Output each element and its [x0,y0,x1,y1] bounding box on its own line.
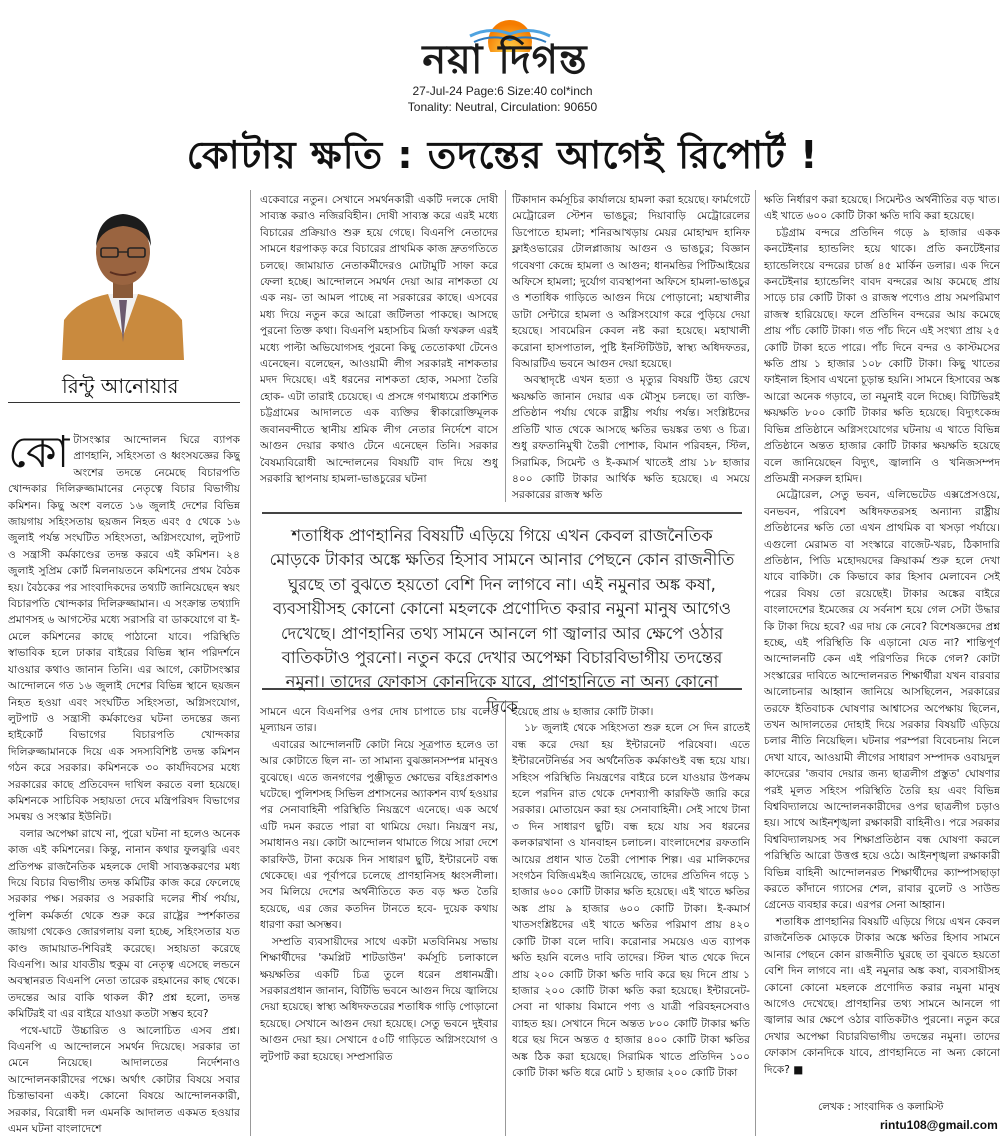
author-photo [58,196,188,360]
writer-designation: লেখক : সাংবাদিক ও কলামিস্ট [818,1101,944,1113]
paragraph: চট্টগ্রাম বন্দরে প্রতিদিন গড়ে ৯ হাজার একক কনটেইনার হ্যান্ডলিং হয়ে থাকে। প্রতি কনটেইনার হ্যান্ডেলিংয়ে বন্দরের চার্জ ৪৫ মার্কিন ডলার। এক দিনে কনটেইনার হ্যান্ডেলিং বাবদ বন্দরের আয় কমেছে প্রায় সাড়ে চার কোটি টাকা ও রাজস্ব পণ্যেও প্রায় সমপরিমাণ রাজস্ব হারিয়েছে। ফলে প্রতিদিন বন্দরের আয় কমেছে প্রায় পাঁচ কোটি টাকা। গত পাঁচ দিনে এই সংখ্যা প্রায় ২৫ কোটি টাকা হতে পারে। পাঁচ দিনে বন্দর ও কাস্টমসের ক্ষতি প্রায় ১ হাজার ১০৮ কোটি টাকা। কিছু খাতের ফাইনাল হিসাব এখনো চূড়ান্ত হয়নি। সামনে হিসাবের অঙ্ক আরো অনেক গড়াবে, তা নমুনাই বলে দিচ্ছে। বিটিভিরই ক্ষয়ক্ষতি ৮০০ কোটি টাকার ক্ষতি হয়েছে। বিদ্যুৎকেন্দ্র বিভিন্ন প্রতিষ্ঠানে অগ্নিসংযোগের ঘটনায় এ খাতে বিভিন্ন প্রতিষ্ঠানে অন্তত হাজার কোটি টাকার ক্ষয়ক্ষতি হয়েছে বলে জানিয়েছেন বিদ্যুৎ, জ্বালানি ও খনিজসম্পদ প্রতিমন্ত্রী নসরুল হামিদ। [764,226,1000,485]
paragraph: মেট্রোরেল, সেতু ভবন, এলিভেটেড এক্সপ্রেসওয়ে, বনভবন, পরিবেশ অধিদফতরসহ অন্যান্য রাষ্ট্রীয় প্রতিষ্ঠানের ক্ষতি তো এখন প্রাথমিক বা খসড়া পর্যায়ে। এগুলো মেরামত বা সংস্কারে বাজেট-খরচ, ঠিকাদারি প্রতিষ্ঠান, পিডি মহোদয়দের ক্রিয়াকর্ম শুরু হলে দেখা যাবে বাকিটা। কে কিভাবে কার হিসাব মেলাবেন সেই পরের বিষয় তো রয়েছেই। টাকার অঙ্কের বাইরে বাংলাদেশের ইমেজের যে সর্বনাশ হয়ে গেল সেটা উদ্ধার কি টাকা দিয়ে হবে? এর দায় কে নেবে? বিশেষজ্ঞদের প্রশ্ন হচ্ছে, এই পরিস্থিতি কি এড়ানো যেত না? শান্তিপূর্ণ আন্দোলনটি কেন এই পরিণতির দিকে গেল? কোটা সংস্কারের দাবিতে আন্দোলনরত শিক্ষার্থীরা যখন বারবার আলোচনার আহ্বান জানিয়ে আসছিলেন, সরকারের তরফে ইতিবাচক ঘোষণার আশ্বাসের অপেক্ষায় ছিলেন, তখন আদালতের দোহাই দিয়ে সরকার বিষয়টি এড়িয়ে চলার নীতি নিয়েছিল। ঘটনার পরম্পরা বিবেচনায় নিলে দেখা যাবে, আওয়ামী লীগের সাধারণ সম্পাদক ওবায়দুল কাদেরের 'জবাব দেয়ার জন্য ছাত্রলীগ প্রস্তুত' ঘোষণার পরই মূলত সহিংস পরিস্থিতি তৈরি হয় এবং বিভিন্ন বিশ্ববিদ্যালয়ে আন্দোলনকারীদের ওপর ছাত্রলীগ চড়াও হয়। সাথে আইনশৃঙ্খলা রক্ষাকারী বাহিনীও। পরে সরকার বিশ্ববিদ্যালয়সহ সব শিক্ষাপ্রতিষ্ঠান বন্ধ ঘোষণা করলে পরিস্থিতি আরো উত্তপ্ত হয়ে ওঠে। আইনশৃঙ্খলা রক্ষাকারী বিভিন্ন বাহিনী আন্দোলনরত শিক্ষার্থীদের ক্যাম্পাসছাড়া করতে কাঁদানে গ্যাসের শেল, রাবার বুলেট ও সাউন্ড গ্রেনেড ব্যবহার করে। এরপর সেনা আহ্বান। [764,489,1000,912]
clip-meta-line1: 27-Jul-24 Page:6 Size:40 col*inch [412,84,593,98]
author-name: রিন্টু আনোয়ার [62,374,179,398]
author-portrait-icon [58,196,188,360]
lead-paragraph [8,432,240,826]
clip-meta-line2: Tonality: Neutral, Circulation: 90650 [407,100,598,114]
article-headline: কোটায় ক্ষতি : তদন্তের আগেই রিপোর্ট ! [186,133,819,177]
column-divider [505,190,506,502]
column-1 [8,432,240,1138]
paragraph: ১৮ জুলাই থেকে সহিংসতা শুরু হলে সে দিন রাতেই বন্ধ করে দেয়া হয় ইন্টারনেট পরিষেবা। এতে ইন্টারনেটনির্ভর সব অর্থনৈতিক কর্মকাণ্ডই বন্ধ হয়ে যায়। সহিংস পরিস্থিতি নিয়ন্ত্রণের বাইরে চলে যাওয়ার উপক্রম হলে পরদিন রাত থেকে দেশব্যাপী কারফিউ জারি করে সরকার। মোতায়েন করা হয় সেনাবাহিনী। সেই সাথে টানা ৩ দিন সাধারণ ছুটি। বন্ধ হয়ে যায় সব ধরনের কলকারখানা ও যানবাহন চলাচল। বাংলাদেশের রফতানি আয়ের প্রধান খাত তৈরী পোশাক শিল্প। এর মালিকদের সংগঠন বিজিএমইএ জানিয়েছে, তাদের প্রতিদিন গড়ে ১ হাজার ৬০০ কোটি টাকার ক্ষতি হয়েছে। এই খাতে ক্ষতির অঙ্ক প্রায় ৯ হাজার ৬০০ কোটি টাকা। ই-কমার্স খাতসংশ্লিষ্টদের এই খাতে ক্ষতির পরিমাণ প্রায় ৪২০ কোটি টাকা বলে দাবি। করোনার সময়েও এত ব্যাপক ক্ষতি হয়নি বলেও দাবি তাদের। স্টিল খাত থেকে দিনে প্রায় ২০০ কোটি টাকা ক্ষতি দাবি করে ছয় দিনে প্রায় ১ হাজার ২০০ কোটি টাকা ক্ষতি করা হয়েছে। ইন্টারনেট-সেবা না থাকায় বিমানে পণ্য ও যাত্রী পরিবহনসেবাও ব্যাহত হয়। সেখানে দিনে অন্তত ৮০০ কোটি টাকার ক্ষতি ধরে ছয় দিনে অন্তত ৫ হাজার ৪০০ কোটি টাকা ক্ষতির অঙ্ক ঠিক করা হয়েছে। সিরামিক খাতে প্রতিদিন ১০০ কোটি টাকা ক্ষতি ধরে মোট ১ হাজার ২০০ কোটি টাকা [512,722,750,1079]
column-2-top [260,192,498,504]
column-4 [764,192,1000,1094]
column-divider [755,190,756,1136]
column-3-bottom [512,704,750,1138]
masthead-title: নয়া দিগন্ত [422,37,588,83]
column-3-top [512,192,750,504]
drop-cap: কো [8,432,70,478]
paragraph: হয়েছে প্রায় ৬ হাজার কোটি টাকা। [512,706,654,718]
lead-text: টাসংস্কার আন্দোলন ঘিরে ব্যাপক প্রাণহানি, সহিংসতা ও ধ্বংসযজ্ঞের কিছু অংশের তদন্তে নেমেছে বিচারপতি খোন্দকার দিলিরুজ্জামানের নেতৃত্বে বিচার বিভাগীয় কমিশন। কিছু অংশ বলতে ১৬ জুলাই দেশের বিভিন্ন জায়গায় সহিংসতায় ছয়জন নিহত এবং ৫ থেকে ১৬ জুলাই পর্যন্ত সংঘটিত সহিংসতা, অগ্নিসংযোগ, লুটপাট ও সন্ত্রাসী কর্মকাণ্ডের তদন্ত করবে এই কমিশন। ২৪ জুলাই সুপ্রিম কোর্ট মিলনায়তনে কমিশনের প্রথম বৈঠক হয়। বৈঠকের পর সাংবাদিকদের তথ্যটি জানিয়েছেন স্বয়ং বিচারপতি খোন্দকার দিলিরুজ্জামান। এ সংক্রান্ত তথ্যাদি প্রমাণসহ ৬ আগস্টের মধ্যে সরাসরি বা ডাকযোগে বা ই-মেলে কমিশনের কাছে পাঠানো যাবে। পরিস্থিতি স্বাভাবিক হলে ঢাকার বাইরের বিভিন্ন স্থান পরিদর্শনে যাওয়ার কথাও জানান তিনি। এর আগে, কোটাসংস্কার আন্দোলনে গত ১৬ জুলাই দেশের বিভিন্ন স্থানে ছয়জন নিহত হওয়া এবং সংঘটিত সহিংসতা, অগ্নিসংযোগ, লুটপাট ও সন্ত্রাসী কর্মকাণ্ডের ঘটনা তদন্তের জন্য হাইকোর্ট বিভাগের বিচারপতি খোন্দকার দিলিরুজ্জামানকে দিয়ে এক সদস্যবিশিষ্ট তদন্ত কমিশন গঠন করে সরকার। কমিশনকে ৩০ কার্যদিবসের মধ্যে সরকারের কাছে প্রতিবেদন দাখিল করতে বলা হয়েছে। কমিশনকে সাচিবিক সহায়তা দেবে মন্ত্রিপরিষদ বিভাগের সমন্বয় ও সংস্কার ইউনিট। [8,434,240,824]
paragraph: সম্প্রতি ব্যবসায়ীদের সাথে একটা মতবিনিময় সভায় শিক্ষার্থীদের 'কমপ্লিট শাটডাউন' কর্মসূচি চলাকালে ক্ষয়ক্ষতির একটি চিত্র তুলে ধরেন প্রধানমন্ত্রী। সরকারপ্রধান জানান, বিটিভি ভবনে আগুন দিয়ে জ্বালিয়ে দেয়া হয়েছে। স্বাস্থ্য অধিদফতরের শতাধিক গাড়ি পোড়ানো হয়েছে। সেখানে আগুন দেয়া হয়েছে। সেতু ভবনে দুইবার আগুন দেয়া হয়। সেখানে ৫০টি গাড়িতে অগ্নিসংযোগ ও লুটপাট করা হয়েছে। সম্প্রসারিত [260,935,498,1063]
column-divider [250,190,251,1136]
paragraph: পথে-ঘাটে উচ্চারিত ও আলোচিত এসব প্রশ্ন। বিএনপি এ আন্দোলনে সমর্থন দিয়েছে। সরকার তা মেনে নিয়েছে। আদালতের নির্দেশনাও আন্দোলনকারীদের পক্ষে। অর্থাৎ কোটার বিষয়ে সবার চিন্তাভাবনা একই। কোনো বিষয়ে আন্দোলনকারী, সরকার, বিরোধী দল এমনকি আদালত একমত হওয়ার এমন ঘটনা বাংলাদেশে [8,1024,240,1136]
paragraph: অবস্থাদৃষ্টে এখন হত্যা ও মৃত্যুর বিষয়টি উহ্য রেখে ক্ষয়ক্ষতি জানান দেয়ার এক মৌসুম চলছে। তা ব্যক্তি-প্রতিষ্ঠান পর্যায় থেকে রাষ্ট্রীয় পর্যায় পর্যন্ত। সংশ্লিষ্টদের প্রতিটি খাত থেকে আসছে ক্ষতির ভয়ঙ্কর তথ্য ও চিত্র। শুধু রফতানিমুখী তৈরী পোশাক, বিমান পরিবহন, স্টিল, সিরামিক, সিমেন্ট ও ই-কমার্স খাতেই প্রায় ১৮ হাজার ৪০০ কোটি টাকার আর্থিক ক্ষতি হয়েছে। এ সময়ে সরকারের রাজস্ব ক্ষতি [512,374,750,502]
paragraph: সামনে এনে বিএনপির ওপর দোষ চাপাতে চায় বলেও মূল্যায়ন তার। [260,706,498,735]
pull-quote: শতাধিক প্রাণহানির বিষয়টি এড়িয়ে গিয়ে এখন কেবল রাজনৈতিক মোড়কে টাকার অঙ্কে ক্ষতির হিসাব সামনে আনার পেছনে কোন রাজনীতি ঘুরছে তা বুঝতে হয়তো বেশি দিন লাগবে না। এই নমুনার অঙ্ক কষা, ব্যবসায়ীসহ কোনো কোনো মহলকে প্রণোদিত করার নমুনা মানুষ আগেও দেখেছে। প্রাণহানির তথ্য সামনে আনলে গা জ্বালার আর ক্ষেপে ওঠার বাতিকটাও পুরনো। নতুন করে দেখার অপেক্ষা বিচারবিভাগীয় তদন্তের নমুনা। তাদের ফোকাস কোনদিকে যাবে, প্রাণহানিতে না অন্য কোনো দিকে [262,512,742,690]
column-2-bottom [260,704,498,1138]
paragraph: টিকাদান কর্মসূচির কার্যালয়ে হামলা করা হয়েছে। ফার্মগেটে মেট্রোরেল স্টেশন ভাঙচুর; দিয়াবাড়ি মেট্রোরেলের ডিপোতে হামলা; শনিরআখড়ায় মেয়র মোহাম্মদ হানিফ ফ্লাইওভারের টোলপ্লাজায় আগুন ও ভাঙচুর; বিজ্ঞান গবেষণা কেন্দ্রে হামলা ও আগুন; ধানমন্ডির পিটিআইয়ের অফিসে হামলা; দুর্যোগ ব্যবস্থাপনা অফিসে হামলা-ভাঙচুর ও শতাধিক গাড়িতে আগুন দিয়ে পোড়ানো; মহাখালীর ডাটা সেন্টারে হামলা ও অগ্নিসংযোগ করে পুড়িয়ে দেয়া হয়েছে। সাবমেরিন কেবল নষ্ট করা হয়েছে। মহাখালী করোনা হাসপাতাল, পুষ্টি ইনস্টিটিউট, স্বাস্থ্য অধিদফতর, বিআরটিএ ভবনে আগুন দেয়া হয়েছে। [512,194,750,371]
paragraph: শতাধিক প্রাণহানির বিষয়টি এড়িয়ে গিয়ে এখন কেবল রাজনৈতিক মোড়কে টাকার অঙ্কে ক্ষতির হিসাব সামনে আনার পেছনে কোন রাজনীতি ঘুরছে তা বুঝতে হয়তো বেশি দিন লাগবে না। এই নমুনার অঙ্ক কষা, ব্যবসায়ীসহ কোনো কোনো মহলকে প্রণোদিত করার নমুনা মানুষ আগেও দেখেছে। প্রাণহানির তথ্য সামনে আনলে গা জ্বালার আর ক্ষেপে ওঠার বাতিকটাও পুরনো। নতুন করে দেখার অপেক্ষা বিচারবিভাগীয় তদন্তের নমুনা। তাদের ফোকাস কোনদিকে যাবে, প্রাণহানিতে না অন্য কোনো দিকে? ■ [764,915,1000,1076]
author-divider [8,402,240,403]
paragraph: একেবারে নতুন। সেখানে সমর্থনকারী একটি দলকে দোষী সাব্যস্ত করাও নজিরবিহীন। দোষী সাব্যস্ত করে এরই মধ্যে বিচারের প্রক্রিয়াও শুরু হয়ে গেছে। বিএনপি নেতাদের সামনে ধরপাকড় করে বিচারের প্রাথমিক কাজ দ্রুতগতিতে চলছে। জামায়াত নেতাকর্মীদেরও মোটামুটি সাফা করে ফেলা হচ্ছে। আন্দোলনে সমর্থন দেয়া আর নাশকতা যে এক নয়- তা আমল পাচ্ছে না সরকারের কাছে। এসবের মধ্য দিয়ে নতুন করে আরো জটিলতা পাকছে। আসছে পুরনো তিক্ত কথা। বিএনপি মহাসচিব মির্জা ফখরুল এরই মধ্যে পাল্টা অভিযোগসহ পুরনো কিছু তেতোকথা টেনেও এনেছেন। বলেছেন, আওয়ামী লীগ সরকারই নাশকতার মদদ দিয়েছে। এই ধরনের নাশকতা হোক, সমস্যা তৈরি হোক- এটা তারাই চেয়েছে। এ প্রসঙ্গে গণমাধ্যমে প্রকাশিত চট্টগ্রামের আদালতে এক ব্যক্তির স্বীকারোক্তিমূলক জবানবন্দীতে স্থানীয় শ্রমিক লীগ নেতার নির্দেশে বাসে আগুন দেয়ার কথাও টেনে এনেছেন তিনি। সরকার বৈষম্যবিরোধী আন্দোলনের বিষয়টি বাদ দিয়ে শুধু সরকারি স্থাপনায় হামলা-ভাঙচুরের ঘটনা [260,194,498,485]
paragraph: ক্ষতি নির্ধারণ করা হয়েছে। সিমেন্টও অর্থনীতির বড় খাত। এই খাতে ৬০০ কোটি টাকা ক্ষতি দাবি করা হয়েছে। [764,194,1000,223]
column-divider [505,700,506,1136]
author-email: rintu108@gmail.com [880,1118,998,1132]
paragraph: এবারের আন্দোলনটি কোটা নিয়ে সূত্রপাত হলেও তা আর কোটাতে ছিল না- তা সামান্য বুঝজ্ঞানসম্পন্ন মানুষও বুঝেছে। এতে জনগণের পুঞ্জীভূত ক্ষোভের বহিঃপ্রকাশও ঘটেছে। পুলিশসহ সিভিল প্রশাসনের অ্যাকশন ব্যর্থ হওয়ার পর সেনাবাহিনী পরিস্থিতি নিয়ন্ত্রণে এনেছে। এক অর্থে এটি দমন করতে পারা বা থামিয়ে দেয়া। নিয়ন্ত্রণ নয়, সমাধানও নয়। কোটা আন্দোলন থামাতে গিয়ে সারা দেশে কারফিউ, টানা কয়েক দিন সাধারণ ছুটি, ইন্টারনেট বন্ধ থেকেছে। এর পূর্বাপরে চলেছে প্রাণহানিসহ ধ্বংসলীলা। সব মিলিয়ে দেশের অর্থনীতিতে কত বড় ক্ষত তৈরি হয়েছে, এর জের কতদিন টানতে হবে- দুয়েক কথায় ধারণা করা অসম্ভব। [260,738,498,932]
paragraph: বলার অপেক্ষা রাখে না, পুরো ঘটনা না হলেও অনেক কাজ এই কমিশনের। কিন্তু, নানান কথার ফুলঝুরি এবং প্রতিপক্ষ রাজনৈতিক মহলকে দোষী সাব্যস্তকরণের মধ্য দিয়ে বিচার বিভাগীয় তদন্ত কমিটির কাজ করে ফেলেছে সরকার পক্ষ। সরকার ও সরকারি দলের শীর্ষ পর্যায়, পুলিশ কর্মকর্তা থেকে শুরু করে রাষ্ট্রের স্পর্শকাতর জায়গা থেকেও জোরগলায় বলা হচ্ছে, সহিংসতার যত কাণ্ড জামায়াত-শিবিরই করেছে। সহায়তা করেছে বিএনপি। আর যাবতীয় হুকুম বা নেতৃত্ব এসেছে লন্ডনে অবস্থানরত বিএনপি নেতা তারেক রহমানের কাছ থেকে। তদন্তের আর বাকি থাকল কী? প্রশ্ন হলো, তদন্ত কমিটিরই বা এর বাইরে যাওয়া কতটা সম্ভব হবে? [8,827,240,1021]
newspaper-masthead [360,6,650,83]
